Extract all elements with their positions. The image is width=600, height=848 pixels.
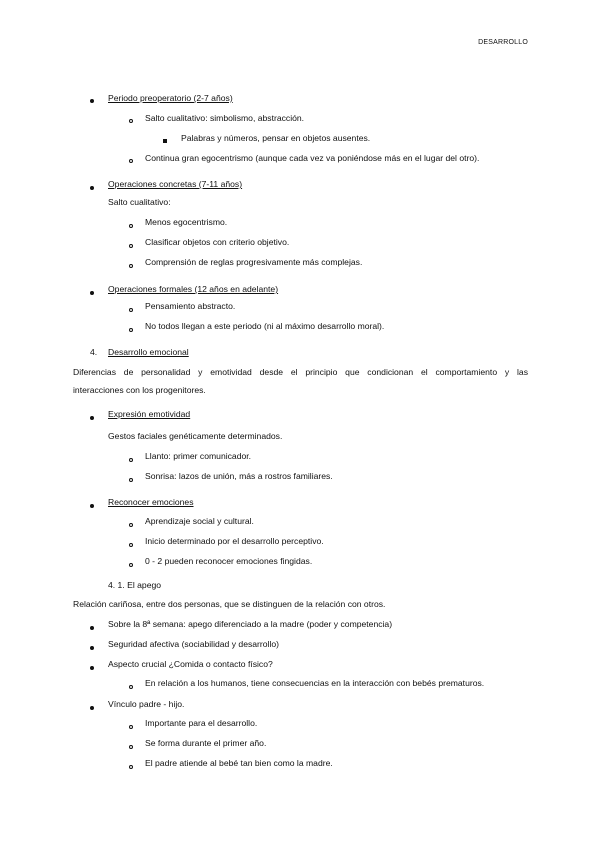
paragraph-line: Diferencias de personalidad y emotividad desde el principio que condicionan el comportamiento y las: [73, 367, 528, 377]
bullet-circle: [129, 721, 133, 732]
concretas-item: Clasificar objetos con criterio objetivo.: [145, 237, 290, 247]
apego-item: Seguridad afectiva (sociabilidad y desarrollo): [108, 639, 280, 649]
expresion-title: Expresión emotividad: [108, 409, 191, 419]
apego-subitem: En relación a los humanos, tiene consecuencias en la interacción con bebés prematuros.: [145, 678, 485, 688]
subsection-title: 4. 1. El apego: [108, 580, 162, 590]
expresion-intro: Gestos faciales genéticamente determinados.: [108, 431, 283, 441]
apego-subitem: Se forma durante el primer año.: [145, 738, 267, 748]
formales-item: Pensamiento abstracto.: [145, 301, 236, 311]
bullet-circle: [129, 519, 133, 530]
section-title: Desarrollo emocional: [108, 347, 189, 357]
bullet-disc: [90, 662, 94, 673]
preop-sub1a: Palabras y números, pensar en objetos ausentes.: [181, 133, 371, 143]
apego-subitem: Importante para el desarrollo.: [145, 718, 258, 728]
concretas-item: Comprensión de reglas progresivamente más complejas.: [145, 257, 363, 267]
apego-item: Sobre la 8ª semana: apego diferenciado a la madre (poder y competencia): [108, 619, 393, 629]
preop-title: Periodo preoperatorio (2-7 años): [108, 93, 233, 103]
apego-intro: Relación cariñosa, entre dos personas, que se distinguen de la relación con otros.: [73, 599, 386, 609]
bullet-disc: [90, 702, 94, 713]
bullet-circle: [129, 454, 133, 465]
bullet-circle: [129, 240, 133, 251]
bullet-disc: [90, 622, 94, 633]
bullet-circle: [129, 220, 133, 231]
bullet-circle: [129, 761, 133, 772]
formales-title: Operaciones formales (12 años en adelante): [108, 284, 279, 294]
bullet-disc: [90, 642, 94, 653]
formales-item: No todos llegan a este periodo (ni al máximo desarrollo moral).: [145, 321, 385, 331]
bullet-circle: [129, 539, 133, 550]
apego-item: Aspecto crucial ¿Comida o contacto físico?: [108, 659, 273, 669]
bullet-disc: [90, 500, 94, 511]
bullet-circle: [129, 559, 133, 570]
preop-sub1: Salto cualitativo: simbolismo, abstracción.: [145, 113, 305, 123]
bullet-circle: [129, 681, 133, 692]
section-number: 4.: [90, 347, 98, 357]
bullet-disc: [90, 182, 94, 193]
paragraph-line: interacciones con los progenitores.: [73, 385, 206, 395]
bullet-circle: [129, 115, 133, 126]
bullet-circle: [129, 304, 133, 315]
bullet-disc: [90, 412, 94, 423]
reconocer-item: Inicio determinado por el desarrollo perceptivo.: [145, 536, 324, 546]
preop-sub2: Continua gran egocentrismo (aunque cada vez va poniéndose más en el lugar del otro).: [145, 153, 480, 163]
bullet-circle: [129, 741, 133, 752]
concretas-item: Menos egocentrismo.: [145, 217, 228, 227]
page-header: DESARROLLO: [478, 39, 528, 46]
reconocer-title: Reconocer emociones: [108, 497, 194, 507]
expresion-item: Sonrisa: lazos de unión, más a rostros familiares.: [145, 471, 333, 481]
concretas-title: Operaciones concretas (7-11 años): [108, 179, 243, 189]
bullet-circle: [129, 155, 133, 166]
apego-item: Vínculo padre - hijo.: [108, 699, 185, 709]
apego-subitem: El padre atiende al bebé tan bien como la madre.: [145, 758, 333, 768]
concretas-intro: Salto cualitativo:: [108, 197, 171, 207]
reconocer-item: 0 - 2 pueden reconocer emociones fingidas.: [145, 556, 313, 566]
expresion-item: Llanto: primer comunicador.: [145, 451, 252, 461]
bullet-circle: [129, 260, 133, 271]
reconocer-item: Aprendizaje social y cultural.: [145, 516, 254, 526]
bullet-circle: [129, 474, 133, 485]
bullet-disc: [90, 287, 94, 298]
bullet-circle: [129, 324, 133, 335]
bullet-square: [163, 135, 167, 146]
bullet-disc: [90, 95, 94, 106]
